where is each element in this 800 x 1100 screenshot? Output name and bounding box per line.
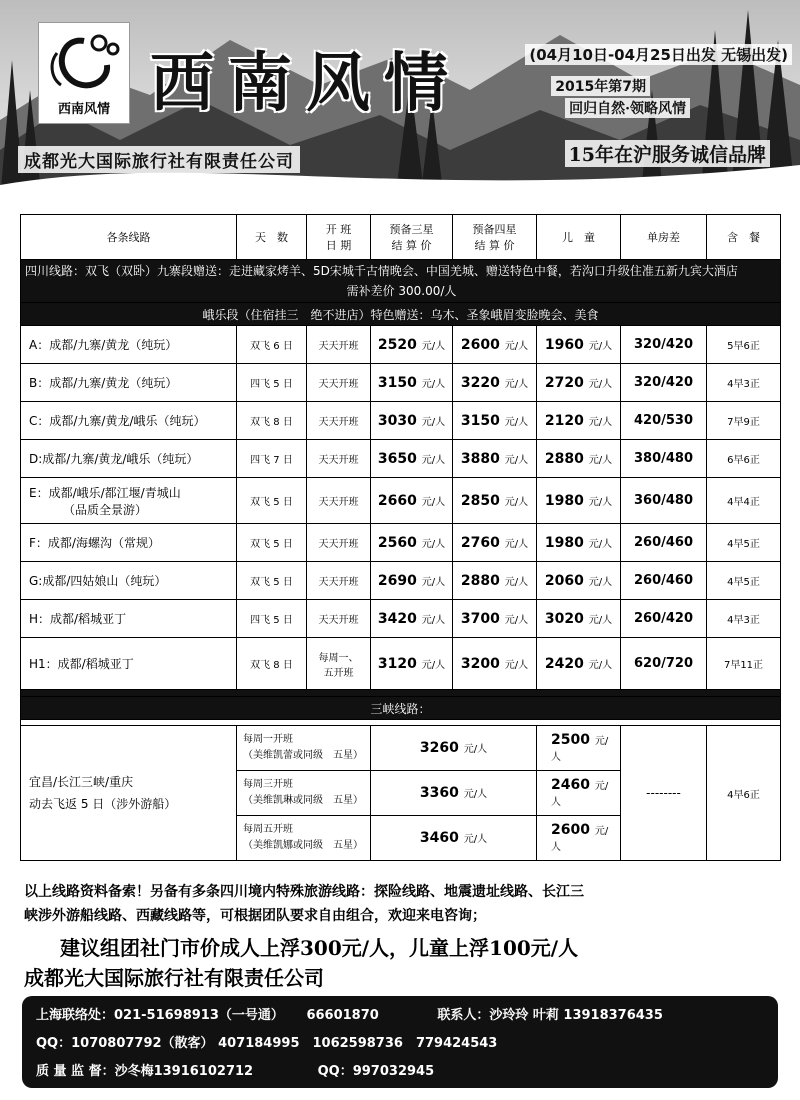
route-days: 双飞 8 日 [237,638,307,690]
route-single-diff: 420/530 [621,402,707,440]
route-price-4star: 2850 元/人 [453,478,537,524]
route-price-4star: 3700 元/人 [453,600,537,638]
route-name: A：成都/九寨/黄龙（纯玩） [21,326,237,364]
footer-note: 以上线路资料备索！另备有多条四川境内特殊旅游线路：探险线路、地震遗址线路、长江三 峡涉外游船线路、西藏线路等，可根据团队要求自由组合，欢迎来电咨询； [24,884,584,924]
route-days: 双飞 8 日 [237,402,307,440]
route-single-diff: 620/720 [621,638,707,690]
route-price-child: 2880 元/人 [537,440,621,478]
route-name: E：成都/峨乐/都江堰/青城山 （品质全景游） [21,478,237,524]
sanxia-price-1: 3260 元/人 [371,726,537,771]
route-name: G:成都/四姑娘山（纯玩） [21,562,237,600]
qq-numbers: QQ：1070807792（散客） 407184995 1062598736 779424543 [36,1036,498,1051]
page-title: 西南风情 [150,46,462,121]
header-schedule: 开 班 日 期 [307,215,371,260]
header-4star: 预备四星 结 算 价 [453,215,537,260]
route-single-diff: 260/460 [621,562,707,600]
contact-line-1 [36,1004,681,1023]
route-schedule: 天天开班 [307,562,371,600]
route-price-3star: 2560 元/人 [371,524,453,562]
route-days: 双飞 5 日 [237,478,307,524]
route-meals: 6早6正 [707,440,781,478]
route-single-diff: 260/420 [621,600,707,638]
sanxia-meals: 4早6正 [707,726,781,861]
header-child: 儿 童 [537,215,621,260]
route-price-child: 1980 元/人 [537,524,621,562]
route-row [21,562,781,600]
route-days: 双飞 5 日 [237,524,307,562]
header-slogan: 回归自然·领略风情 [565,98,690,118]
sichuan-surcharge-text: 需补差价 300.00/人 [346,284,457,298]
route-schedule: 每周一、 五开班 [307,638,371,690]
route-single-diff: 260/460 [621,524,707,562]
route-price-3star: 2690 元/人 [371,562,453,600]
route-meals: 7早9正 [707,402,781,440]
route-days: 四飞 5 日 [237,600,307,638]
route-single-diff: 360/480 [621,478,707,524]
route-price-3star: 3120 元/人 [371,638,453,690]
route-name: H1：成都/稻城亚丁 [21,638,237,690]
sanxia-sched-2: 每周三开班 （美维凯琳或同级 五星） [237,771,371,816]
route-row [21,638,781,690]
route-name: C：成都/九寨/黄龙/峨乐（纯玩） [21,402,237,440]
route-price-3star: 2520 元/人 [371,326,453,364]
route-price-4star: 2600 元/人 [453,326,537,364]
header-route: 各条线路 [21,215,237,260]
route-meals: 4早4正 [707,478,781,524]
contact-line-3 [36,1060,452,1079]
route-single-diff: 320/420 [621,326,707,364]
table-header-row [21,215,781,260]
table-divider [21,690,781,697]
route-price-child: 2420 元/人 [537,638,621,690]
route-price-child: 2720 元/人 [537,364,621,402]
route-price-3star: 2660 元/人 [371,478,453,524]
sanxia-sched-1: 每周一开班 （美维凯蕾或同级 五星） [237,726,371,771]
route-price-3star: 3150 元/人 [371,364,453,402]
route-days: 双飞 6 日 [237,326,307,364]
route-schedule: 天天开班 [307,364,371,402]
contact-persons: 联系人：沙玲玲 叶莉 13918376435 [437,1008,663,1023]
route-name: F：成都/海螺沟（常规） [21,524,237,562]
route-price-4star: 3880 元/人 [453,440,537,478]
route-single-diff: 320/420 [621,364,707,402]
sanxia-single-diff: -------- [621,726,707,861]
contact-box [22,996,778,1088]
route-row [21,478,781,524]
logo [38,22,130,124]
footer-company-name: 成都光大国际旅行社有限责任公司 [24,966,324,990]
route-meals: 4早5正 [707,524,781,562]
office-phone-2: 66601870 [306,1008,379,1023]
route-meals: 4早5正 [707,562,781,600]
route-row [21,524,781,562]
header-3star: 预备三星 结 算 价 [371,215,453,260]
route-row [21,364,781,402]
price-table [20,214,781,861]
sanxia-price-2: 3360 元/人 [371,771,537,816]
route-days: 双飞 5 日 [237,562,307,600]
quality-supervisor: 质 量 监 督：沙冬梅13916102712 [36,1064,254,1079]
route-price-4star: 3150 元/人 [453,402,537,440]
route-days: 四飞 5 日 [237,364,307,402]
route-price-child: 1960 元/人 [537,326,621,364]
route-schedule: 天天开班 [307,440,371,478]
sanxia-row-1 [21,726,781,771]
header-company-name: 成都光大国际旅行社有限责任公司 [18,146,300,173]
sanxia-child-3: 2600 元/人 [537,816,621,861]
route-schedule: 天天开班 [307,326,371,364]
route-price-3star: 3030 元/人 [371,402,453,440]
shanghai-office-phone: 上海联络处：021-51698913（一号通） [36,1008,284,1023]
route-schedule: 天天开班 [307,600,371,638]
route-price-child: 3020 元/人 [537,600,621,638]
route-price-3star: 3650 元/人 [371,440,453,478]
sichuan-section-banner [21,260,781,303]
price-suggestion: 建议组团社门市价成人上浮300元/人，儿童上浮100元/人 [60,936,579,960]
route-row [21,326,781,364]
sanxia-section-banner [21,697,781,720]
sanxia-sched-3: 每周五开班 （美维凯娜或同级 五星） [237,816,371,861]
header-banner [0,0,800,200]
contact-line-2 [36,1032,515,1051]
route-price-3star: 3420 元/人 [371,600,453,638]
route-meals: 5早6正 [707,326,781,364]
logo-swirl-icon [39,23,129,103]
route-schedule: 天天开班 [307,402,371,440]
issue-number: 2015年第7期 [551,76,650,96]
sanxia-title: 三峡线路： [21,697,781,720]
route-price-4star: 3220 元/人 [453,364,537,402]
departure-dates: (04月10日-04月25日出发 无锡出发) [525,44,792,65]
brand-tagline: 15年在沪服务诚信品牌 [565,140,770,167]
route-price-child: 2060 元/人 [537,562,621,600]
route-row [21,600,781,638]
route-name: D:成都/九寨/黄龙/峨乐（纯玩） [21,440,237,478]
route-price-4star: 2880 元/人 [453,562,537,600]
route-price-4star: 3200 元/人 [453,638,537,690]
route-row [21,440,781,478]
route-single-diff: 380/480 [621,440,707,478]
route-meals: 7早11正 [707,638,781,690]
sanxia-price-3: 3460 元/人 [371,816,537,861]
route-days: 四飞 7 日 [237,440,307,478]
supervisor-qq: QQ：997032945 [317,1064,435,1079]
logo-text: 西南风情 [57,102,110,117]
route-meals: 4早3正 [707,364,781,402]
route-name: B：成都/九寨/黄龙（纯玩） [21,364,237,402]
route-price-4star: 2760 元/人 [453,524,537,562]
route-price-child: 2120 元/人 [537,402,621,440]
sichuan-promo-text: 四川线路：双飞（双卧）九寨段赠送：走进藏家烤羊、5D宋城千古情晚会、中国羌城、赠送特色中餐，若沟口升级住准五新九宾大酒店 [25,264,738,278]
route-name: H：成都/稻城亚丁 [21,600,237,638]
sanxia-child-2: 2460 元/人 [537,771,621,816]
route-row [21,402,781,440]
route-meals: 4早3正 [707,600,781,638]
route-schedule: 天天开班 [307,524,371,562]
sanxia-route: 宜昌/长江三峡/重庆 动去飞返 5 日（涉外游船） [21,726,237,861]
header-meals: 含 餐 [707,215,781,260]
sanxia-child-1: 2500 元/人 [537,726,621,771]
emei-promo-text: 峨乐段（住宿挂三 绝不进店）特色赠送：乌木、圣象峨眉变脸晚会、美食 [21,303,781,326]
emei-section-banner [21,303,781,326]
route-schedule: 天天开班 [307,478,371,524]
header-single-diff: 单房差 [621,215,707,260]
route-price-child: 1980 元/人 [537,478,621,524]
header-days: 天 数 [237,215,307,260]
